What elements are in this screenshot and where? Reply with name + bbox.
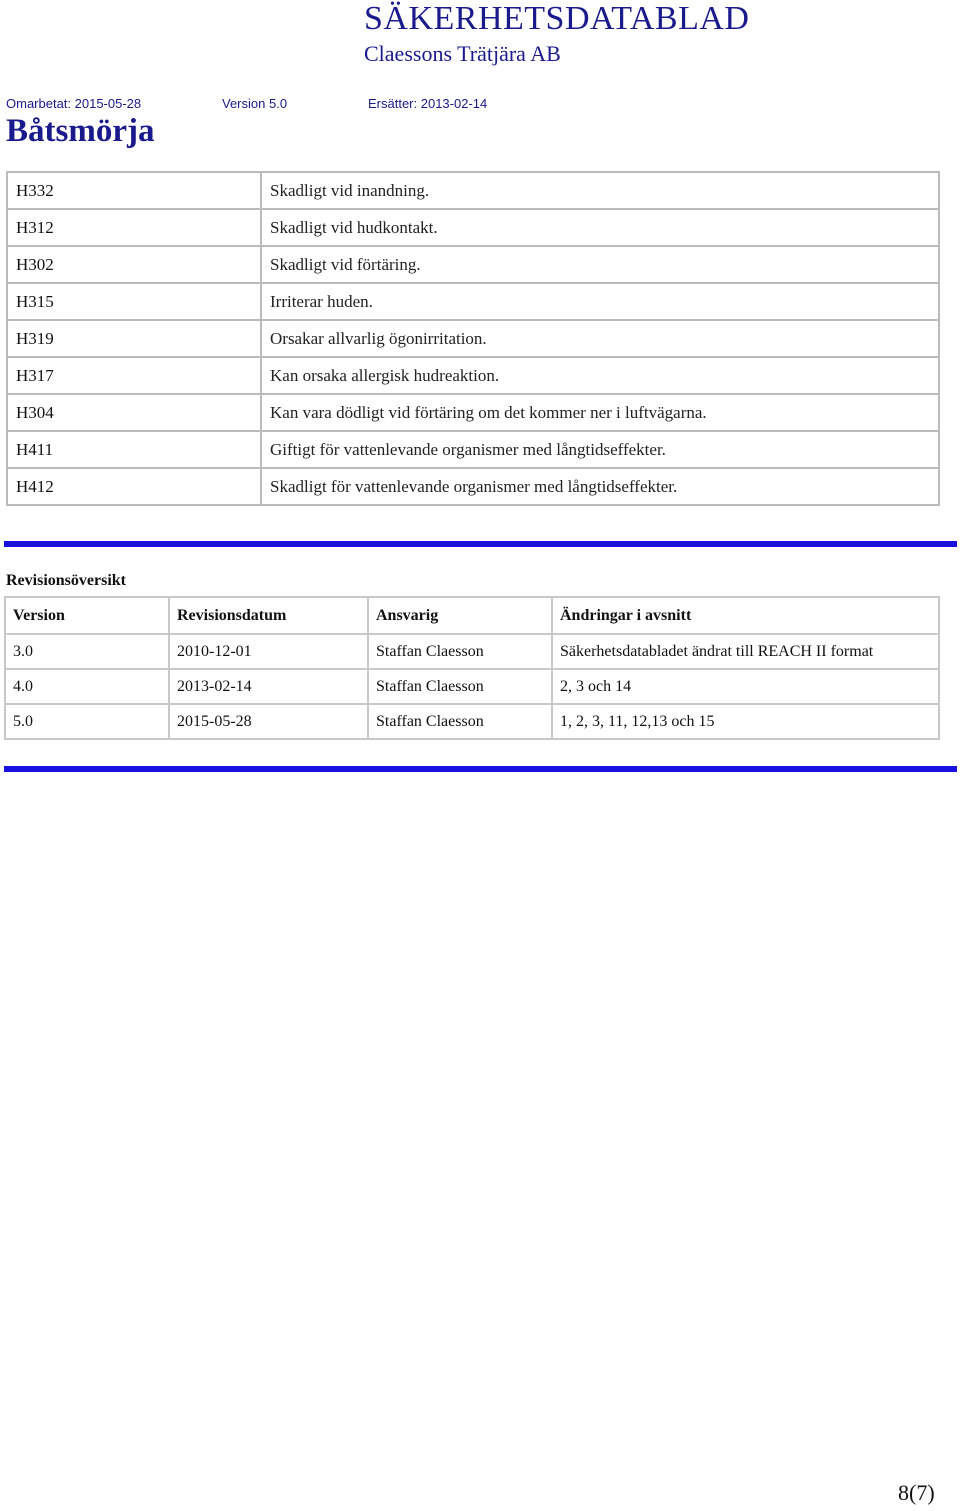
- hazard-code: H315: [7, 283, 261, 320]
- hazard-code: H302: [7, 246, 261, 283]
- hazard-text: Giftigt för vattenlevande organismer med långtidseffekter.: [261, 431, 939, 468]
- revision-responsible: Staffan Claesson: [368, 669, 552, 704]
- hazard-statements-table: [6, 171, 940, 506]
- revision-table: [4, 596, 940, 740]
- table-row: [7, 172, 939, 209]
- table-row: [5, 634, 939, 669]
- column-header-version: Version: [5, 597, 169, 634]
- replaces-date: Ersätter: 2013-02-14: [368, 96, 488, 111]
- hazard-code: H317: [7, 357, 261, 394]
- hazard-code: H304: [7, 394, 261, 431]
- table-row: [5, 669, 939, 704]
- table-row: [7, 357, 939, 394]
- revision-date: 2015-05-28: [169, 704, 368, 739]
- hazard-text: Skadligt vid inandning.: [261, 172, 939, 209]
- hazard-code: H319: [7, 320, 261, 357]
- hazard-code: H411: [7, 431, 261, 468]
- revision-version: 4.0: [5, 669, 169, 704]
- column-header-changes: Ändringar i avsnitt: [552, 597, 939, 634]
- product-name: Båtsmörja: [6, 113, 155, 149]
- section-divider: [4, 541, 957, 547]
- revision-date: 2013-02-14: [169, 669, 368, 704]
- hazard-code: H332: [7, 172, 261, 209]
- table-row: [5, 704, 939, 739]
- table-header-row: [5, 597, 939, 634]
- revised-date: Omarbetat: 2015-05-28: [6, 96, 142, 111]
- revision-version: 3.0: [5, 634, 169, 669]
- table-row: [7, 320, 939, 357]
- revision-changes: 1, 2, 3, 11, 12,13 och 15: [552, 704, 939, 739]
- hazard-text: Skadligt för vattenlevande organismer med långtidseffekter.: [261, 468, 939, 505]
- column-header-responsible: Ansvarig: [368, 597, 552, 634]
- table-row: [7, 283, 939, 320]
- hazard-text: Irriterar huden.: [261, 283, 939, 320]
- hazard-text: Kan vara dödligt vid förtäring om det kommer ner i luftvägarna.: [261, 394, 939, 431]
- revision-overview-title: Revisionsöversikt: [6, 572, 126, 589]
- column-header-date: Revisionsdatum: [169, 597, 368, 634]
- version-label: Version 5.0: [222, 96, 288, 111]
- doc-title: SÄKERHETSDATABLAD: [364, 0, 750, 37]
- table-row: [7, 431, 939, 468]
- hazard-code: H412: [7, 468, 261, 505]
- hazard-text: Kan orsaka allergisk hudreaktion.: [261, 357, 939, 394]
- table-row: [7, 246, 939, 283]
- section-divider: [4, 766, 957, 772]
- table-row: [7, 209, 939, 246]
- revision-changes: 2, 3 och 14: [552, 669, 939, 704]
- hazard-text: Skadligt vid förtäring.: [261, 246, 939, 283]
- revision-version: 5.0: [5, 704, 169, 739]
- revision-responsible: Staffan Claesson: [368, 704, 552, 739]
- company-name: Claessons Trätjära AB: [364, 41, 561, 66]
- revision-changes: Säkerhetsdatabladet ändrat till REACH II format: [552, 634, 939, 669]
- hazard-text: Orsakar allvarlig ögonirritation.: [261, 320, 939, 357]
- revision-responsible: Staffan Claesson: [368, 634, 552, 669]
- page-number: 8(7): [898, 1480, 935, 1505]
- table-row: [7, 394, 939, 431]
- revision-date: 2010-12-01: [169, 634, 368, 669]
- hazard-text: Skadligt vid hudkontakt.: [261, 209, 939, 246]
- hazard-code: H312: [7, 209, 261, 246]
- table-row: [7, 468, 939, 505]
